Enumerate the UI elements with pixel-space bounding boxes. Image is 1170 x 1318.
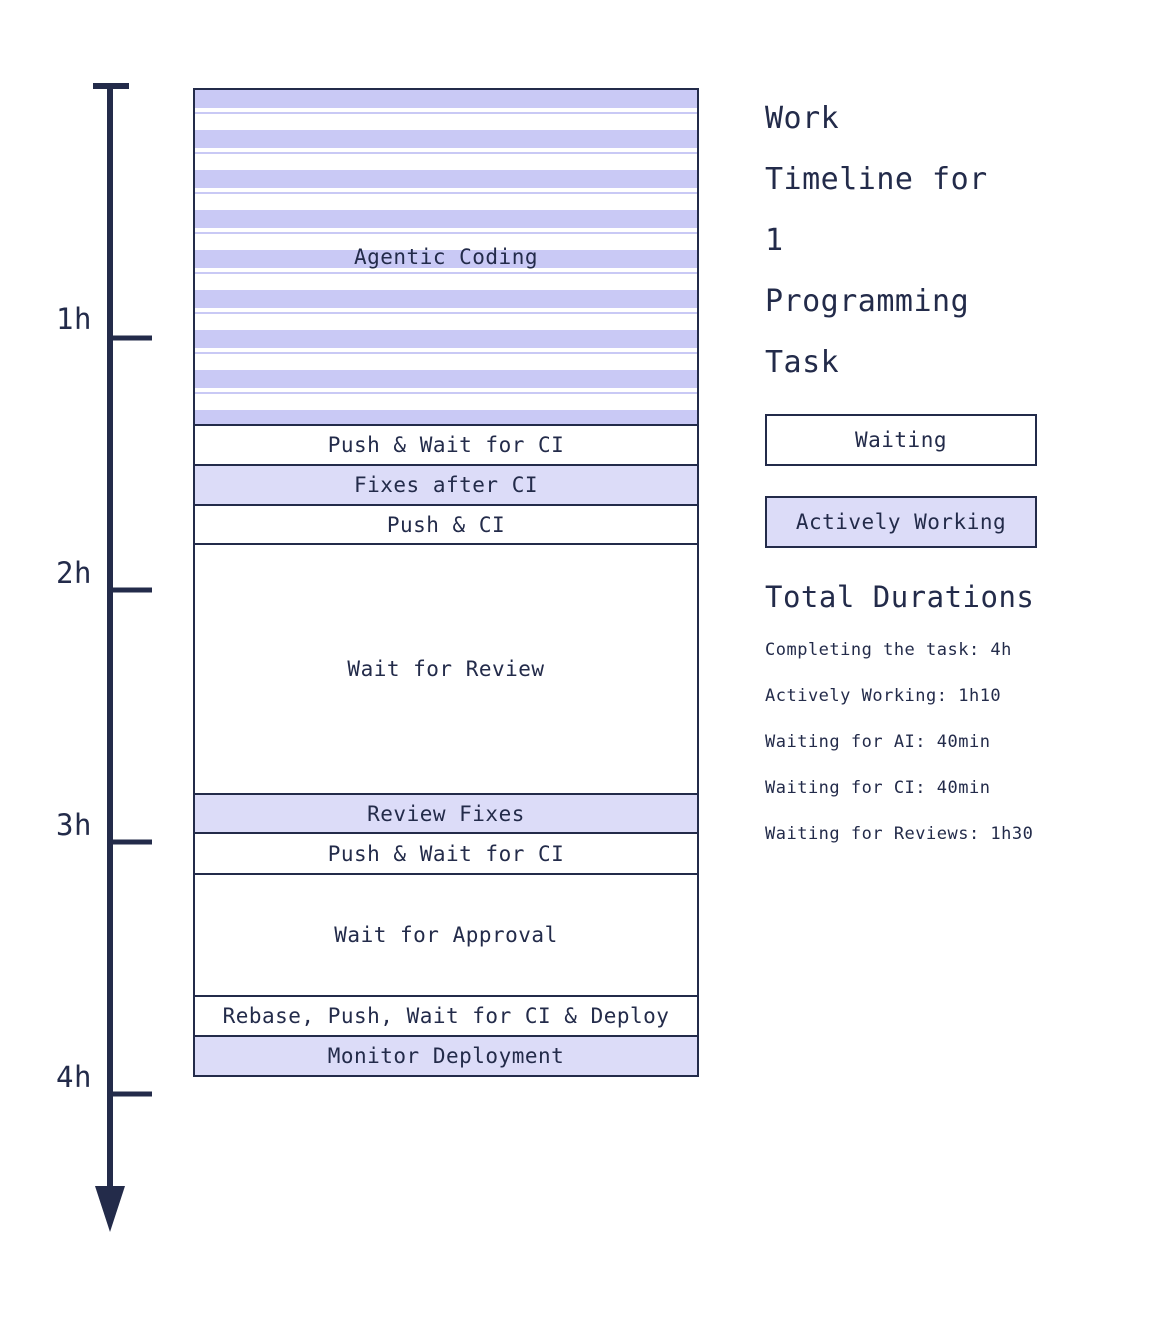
timeline-block-label: Agentic Coding bbox=[353, 245, 538, 269]
timeline-block-push-wait-ci-1 bbox=[193, 424, 699, 467]
duration-total-task: Completing the task: 4h bbox=[765, 640, 1012, 660]
duration-waiting-ai: Waiting for AI: 40min bbox=[765, 732, 991, 752]
timeline-axis-svg bbox=[0, 0, 200, 1314]
timeline-block-review-fixes bbox=[193, 793, 699, 835]
timeline-block-label: Review Fixes bbox=[367, 801, 525, 826]
timeline-block-label: Wait for Approval bbox=[334, 923, 558, 947]
timeline-block-label: Push & Wait for CI bbox=[327, 433, 565, 457]
axis-label-3h: 3h bbox=[56, 808, 92, 842]
timeline-block-label: Push & Wait for CI bbox=[327, 841, 565, 866]
legend-label-actively-working: Actively Working bbox=[795, 510, 1007, 534]
timeline-block-label: Monitor Deployment bbox=[327, 1043, 565, 1068]
timeline-block-label: Push & CI bbox=[386, 512, 506, 537]
timeline-block-wait-for-review bbox=[193, 543, 699, 795]
timeline-block-push-ci bbox=[193, 504, 699, 546]
timeline-block-push-wait-ci-2 bbox=[193, 832, 699, 875]
timeline-block-fixes-after-ci bbox=[193, 464, 699, 506]
duration-waiting-reviews: Waiting for Reviews: 1h30 bbox=[765, 824, 1034, 844]
axis-label-4h: 4h bbox=[56, 1060, 92, 1094]
timeline-block-label: Fixes after CI bbox=[353, 473, 538, 497]
timeline-block-agentic-coding bbox=[193, 88, 699, 426]
legend-label-waiting: Waiting bbox=[854, 428, 947, 452]
legend-item-waiting bbox=[765, 414, 1037, 466]
legend-item-actively-working bbox=[765, 496, 1037, 548]
timeline-block-label: Rebase, Push, Wait for CI & Deploy bbox=[222, 1004, 670, 1028]
timeline-block-monitor-deployment bbox=[193, 1035, 699, 1077]
panel-title: Work Timeline for 1 Programming Task bbox=[765, 101, 988, 380]
timeline-blocks bbox=[193, 88, 699, 1077]
axis-label-1h: 1h bbox=[56, 302, 92, 336]
timeline-block-rebase-push-deploy bbox=[193, 995, 699, 1037]
timeline-block-wait-for-approval bbox=[193, 873, 699, 998]
legend-panel bbox=[765, 88, 1145, 844]
timeline-block-label: Wait for Review bbox=[347, 657, 545, 681]
duration-actively-working: Actively Working: 1h10 bbox=[765, 686, 1002, 706]
axis-arrowhead bbox=[95, 1186, 125, 1232]
axis-label-2h: 2h bbox=[56, 556, 92, 590]
timeline-axis bbox=[0, 0, 200, 1314]
duration-waiting-ci: Waiting for CI: 40min bbox=[765, 778, 991, 798]
durations-heading: Total Durations bbox=[765, 580, 1035, 614]
